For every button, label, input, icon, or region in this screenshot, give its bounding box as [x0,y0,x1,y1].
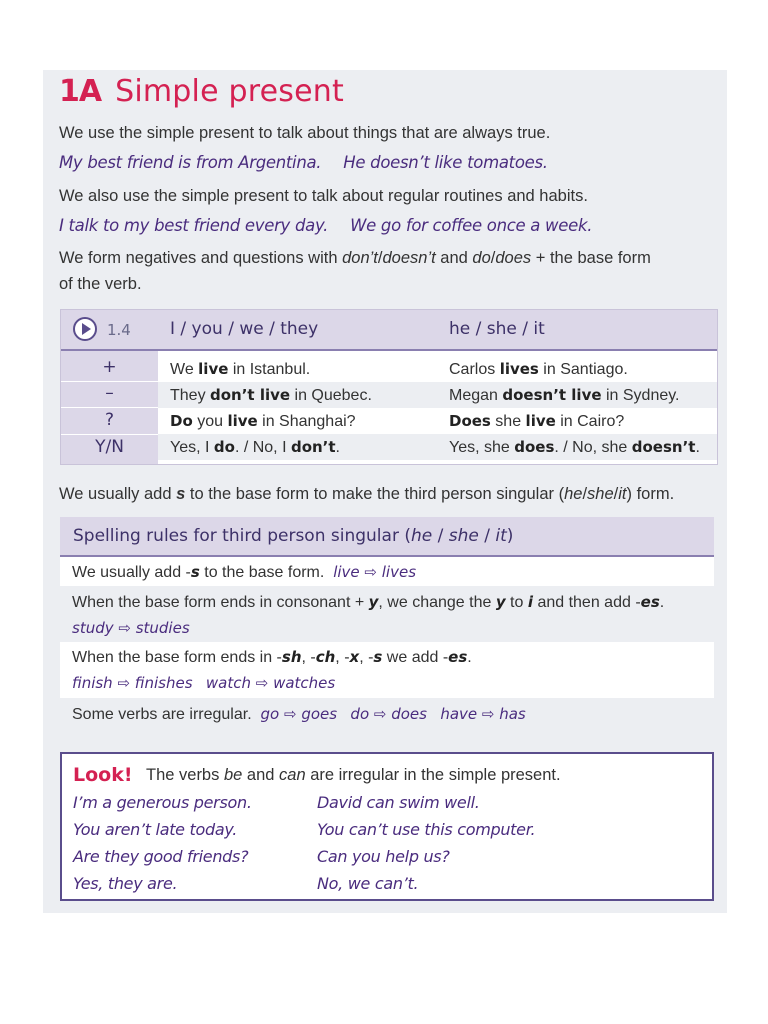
affirmative-symbol: + [102,357,117,377]
table-cell: We live in Istanbul. [170,360,311,378]
table-cell: Megan doesn’t live in Sydney. [449,386,680,404]
look-label: Look! [73,764,133,786]
spelling-rules-title: Spelling rules for third person singular (he / she / it) [73,526,514,546]
symbol-column [61,351,158,464]
table-cell: Carlos lives in Santiago. [449,360,628,378]
spelling-rules-box [60,517,714,730]
example: My best friend is from Argentina. [59,153,322,172]
example-line-2 [59,216,614,235]
example: He doesn’t like tomatoes. [343,153,548,172]
table-cell: Does she live in Cairo? [449,412,625,430]
spelling-rules-header [60,517,714,557]
example: live ⇨ lives [333,563,417,581]
look-example: You can’t use this computer. [317,820,536,839]
example: finish ⇨ finishes [72,674,193,692]
look-example: Can you help us? [317,847,450,866]
table-cell: They don’t live in Quebec. [170,386,372,404]
look-example: I’m a generous person. [73,793,252,812]
intro-paragraph-1: We use the simple present to talk about things that are always true. [59,124,551,142]
example: go ⇨ goes [260,705,338,723]
look-example: No, we can’t. [317,874,419,893]
negative-symbol: – [105,383,114,403]
example: I talk to my best friend every day. [59,216,329,235]
spelling-rule-row: We usually add -s to the base form. live ⇨ lives [60,557,714,586]
example: watch ⇨ watches [205,674,336,692]
unit-title: Simple present [115,74,344,109]
example: study ⇨ studies [72,619,190,637]
table-cell: Yes, I do. / No, I don’t. [170,438,340,456]
column-header-plural: I / you / we / they [170,319,319,339]
column-header-singular: he / she / it [449,319,545,339]
look-example: David can swim well. [317,793,480,812]
spelling-rule-row: When the base form ends in consonant + y, we change the y to i and then add -es. study ⇨ studies [60,587,714,641]
page-title [59,74,344,109]
look-example: Yes, they are. [73,874,178,893]
audio-track-number: 1.4 [107,321,131,339]
table-cell: Yes, she does. / No, she doesn’t. [449,438,700,456]
spelling-rule-row: Some verbs are irregular. go ⇨ goes do ⇨ does have ⇨ has [60,699,714,729]
play-audio-icon[interactable] [73,317,97,341]
example-line-1 [59,153,570,172]
third-person-note: We usually add s to the base form to make the third person singular (he/she/it) form. [59,485,675,503]
look-intro: The verbs be and can are irregular in the simple present. [146,766,561,784]
unit-number: 1A [59,74,102,109]
look-example: Are they good friends? [73,847,249,866]
example: do ⇨ does [350,705,427,723]
intro-paragraph-3: We form negatives and questions with don’t/doesn’t and do/does + the base form of the verb. [59,249,651,293]
example: We go for coffee once a week. [350,216,593,235]
example: have ⇨ has [440,705,526,723]
table-header [61,310,717,351]
look-box [60,752,714,901]
spelling-rule-row: When the base form ends in -sh, -ch, -x, -s we add -es. finish ⇨ finishes watch ⇨ watches [60,642,714,698]
grammar-table [60,309,718,465]
question-symbol: ? [104,410,115,430]
table-cell: Do you live in Shanghai? [170,412,356,430]
short-answer-symbol: Y/N [95,437,124,457]
look-example: You aren’t late today. [73,820,238,839]
intro-paragraph-2: We also use the simple present to talk about regular routines and habits. [59,187,588,205]
